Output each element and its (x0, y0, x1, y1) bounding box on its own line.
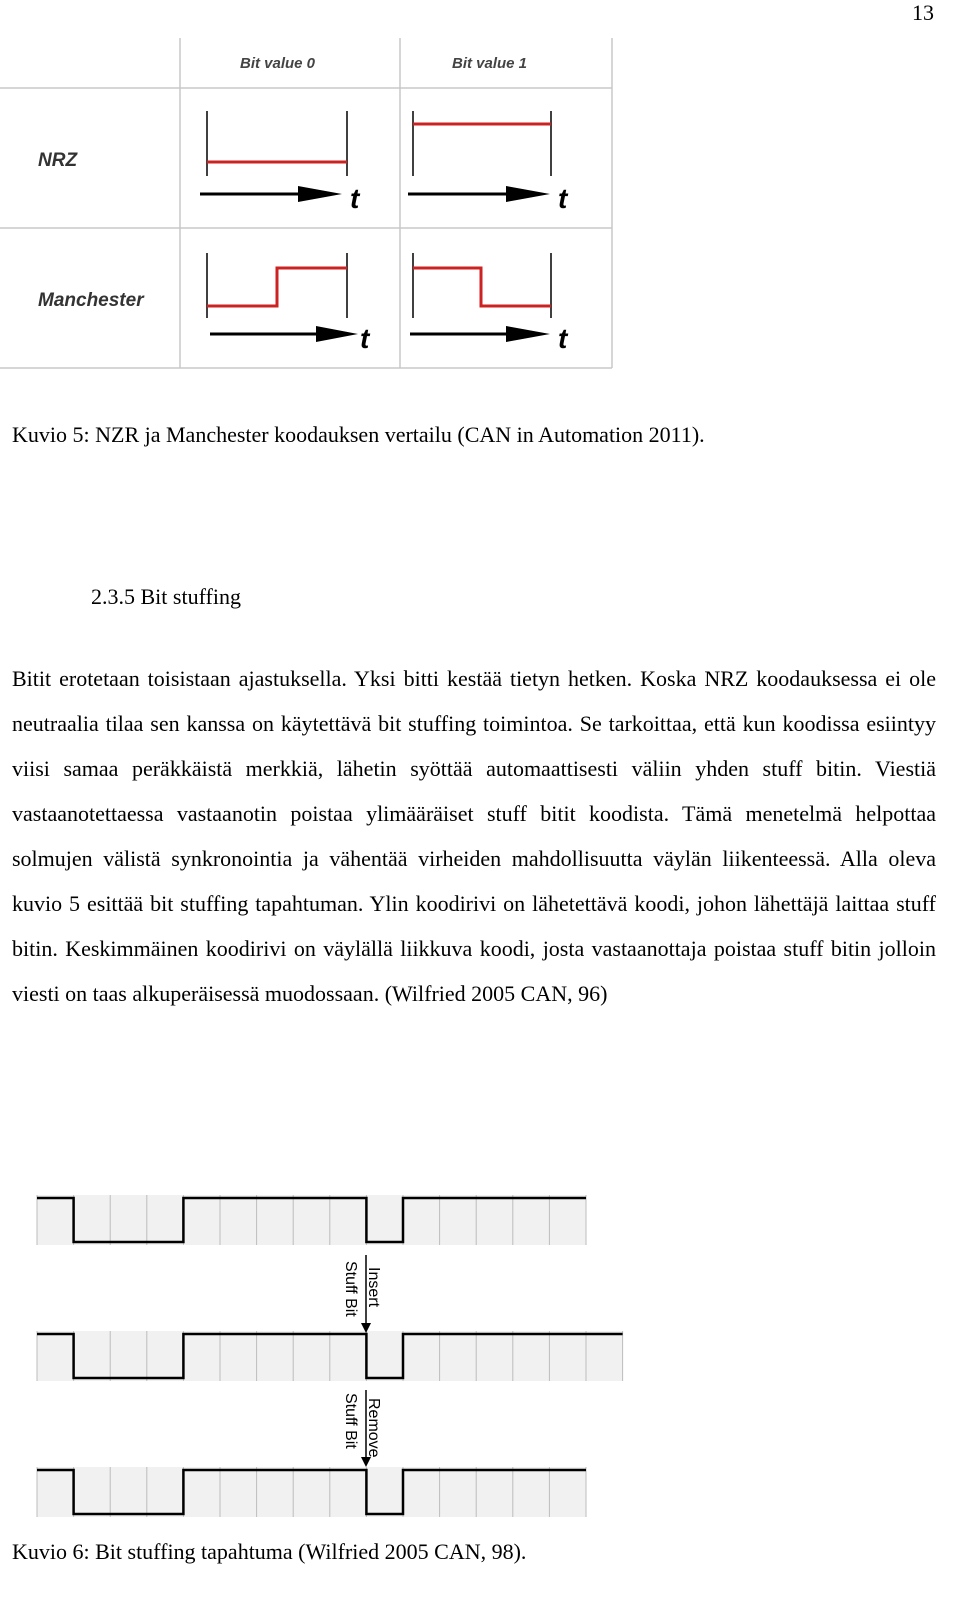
figure-6-caption: Kuvio 6: Bit stuffing tapahtuma (Wilfried 2005 CAN, 98). (12, 1539, 527, 1564)
section-heading: 2.3.5 Bit stuffing (91, 584, 241, 609)
page-number: 13 (912, 0, 934, 25)
nrz-bit-1-waveform (408, 111, 569, 214)
bit-row-transmitted-code (37, 1195, 586, 1245)
manchester-bit-0-waveform (207, 253, 371, 354)
insert-label: Insert (365, 1267, 382, 1308)
time-axis-label: t (360, 323, 370, 354)
column-header-bit-0: Bit value 0 (240, 55, 316, 72)
time-axis-label: t (558, 323, 568, 354)
encoding-comparison-figure (0, 38, 620, 373)
manchester-bit-1-waveform (410, 253, 569, 354)
row-label-nrz: NRZ (38, 150, 78, 171)
insert-stuff-bit-label: Stuff Bit (342, 1261, 359, 1317)
bit-row-background (37, 1195, 586, 1245)
bit-row-bus-code (37, 1331, 623, 1381)
time-axis-label: t (558, 183, 568, 214)
bit-row-background (37, 1467, 586, 1517)
nrz-bit-0-waveform (200, 111, 361, 214)
row-label-manchester: Manchester (38, 290, 144, 311)
bit-row-received-code (37, 1467, 586, 1517)
time-axis-label: t (350, 183, 360, 214)
remove-stuff-bit-label: Stuff Bit (342, 1393, 359, 1449)
body-paragraph: Bitit erotetaan toisistaan ajastuksella. Yksi bitti kestää tietyn hetken. Koska NRZ koodauksessa ei ole neutraalia tilaa sen kanssa on käytettävä bit stuffing toimintoa. Se tarkoittaa, että kun koodissa esiintyy viisi samaa peräkkäistä merkkiä, lähetin syöttää automaattisesti väliin yhden stuff bitin. Viestiä vastaanotettaessa vastaanotin poistaa ylimääräiset stuff bitit koodista. Tämä menetelmä helpottaa solmujen välistä synkronointia ja vähentää virheiden mahdollisuutta väylän liikenteessä. Alla oleva kuvio 5 esittää bit stuffing tapahtuman. Ylin koodirivi on lähetettävä koodi, johon lähettäjä laittaa stuff bitin. Keskimmäinen koodirivi on väylällä liikkuva koodi, josta vastaanottaja poistaa stuff bitin jolloin viesti on taas alkuperäisessä muodossaan. (Wilfried 2005 CAN, 96) (12, 666, 936, 1006)
bit-stuffing-figure (0, 1185, 660, 1535)
figure-5-caption: Kuvio 5: NZR ja Manchester koodauksen vertailu (CAN in Automation 2011). (12, 422, 705, 447)
remove-label: Remove (365, 1398, 382, 1458)
column-header-bit-1: Bit value 1 (452, 55, 528, 72)
